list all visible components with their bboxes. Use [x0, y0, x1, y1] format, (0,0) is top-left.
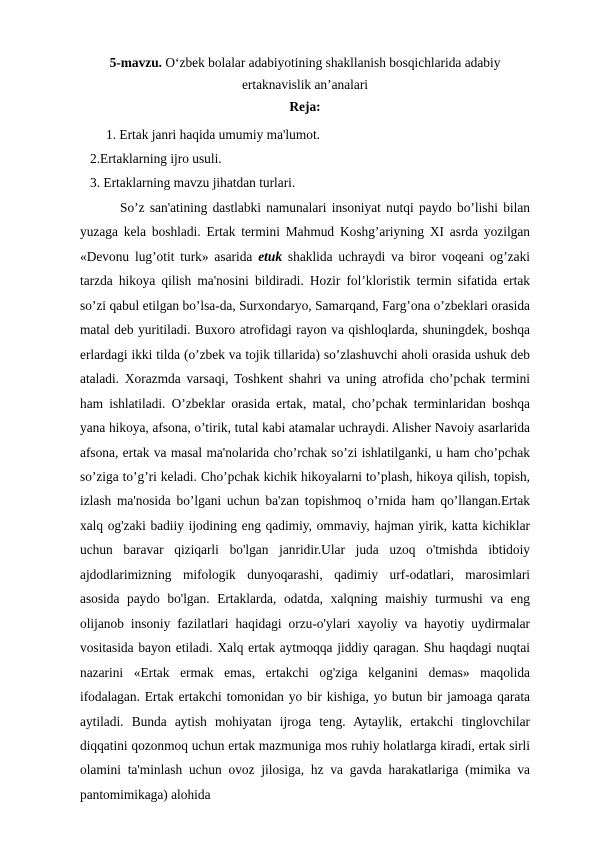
emphasized-term: etuk: [258, 248, 283, 264]
body-part-1: So’z san'atining dastlabki namunalari insoniyat nutqi paydo bo’lishi bilan yuzaga kela boshladi. Ertak termini Mahmud Koshg’ariyning XI asrda yozilgan «Devonu lug’otit turk» asarida: [80, 200, 530, 264]
lesson-title-line2: ertaknavislik an’analari: [241, 77, 369, 92]
body-text: [80, 196, 530, 807]
lesson-number: 5-mavzu.: [109, 55, 163, 70]
plan-item-3: 3. Ertaklarning mavzu jihatdan turlari.: [90, 175, 296, 190]
body-part-2: shaklida uchraydi va biror voqeani og’zaki tarzda hikoya qilish ma'nosini bildiradi. Hozir fol’kloristik termin sifatida ertak so’zi qabul etilgan bo’lsa-da, Surxondaryo, Samarqand, Farg’ona o’zbeklari orasida matal deb yuritiladi. Buxoro atrofidagi rayon va qishloqlarda, shuningdek, boshqa erlardagi ikki tilda (o’zbek va tojik tillarida) so’zlashuvchi aholi orasida ushuk deb ataladi. Xorazmda varsaqi, Toshkent shahri va uning atrofida cho’pchak termini ham ishlatiladi. O’zbeklar orasida ertak, matal, cho’pchak terminlaridan boshqa yana hikoya, afsona, o’tirik, tutal kabi atamalar uchraydi. Alisher Navoiy asarlarida afsona, ertak va masal ma'nolarida cho’rchak so’zi ishlatilganki, u ham cho’pchak so’ziga to’g’ri keladi. Cho’pchak kichik hikoyalarni to’plash, hikoya qilish, topish, izlash ma'nosida bo’lgani uchun ba'zan topishmoq o’rnida ham qo’llangan.Ertak xalq og'zaki badiiy ijodining eng qadimiy, ommaviy, hajman yirik, katta kichiklar uchun baravar qiziqarli bo'lgan janridir.Ular juda uzoq o'tmishda ibtidoiy ajdodlarimizning mifologik dunyoqarashi, qadimiy urf-odatlari, marosimlari asosida paydo bo'lgan. Ertaklarda, odatda, xalqning maishiy turmushi va eng olijanob insoniy fazilatlari haqidagi orzu-o'ylari xayoliy va hayotiy uydirmalar vositasida bayon etiladi. Xalq ertak aytmoqqa jiddiy qaragan. Shu haqdagi nuqtai nazarini «Ertak ermak emas, ertakchi og'ziga kelganini demas» maqolida ifodalagan. Ertak ertakchi tomonidan yo bir kishiga, yo butun bir jamoaga qarata aytiladi. Bunda aytish mohiyatan ijroga teng. Aytaylik, ertakchi tinglovchilar diqqatini qozonmoq uchun ertak mazmuniga mos ruhiy holatlarga kiradi, ertak sirli olamini ta'minlash uchun ovoz jilosiga, hz va gavda harakatlariga (mimika va pantomimikaga) alohida: [80, 248, 530, 802]
lesson-title: [80, 52, 530, 96]
lesson-title-text: O‘zbek bolalar adabiyotining shakllanish bosqichlarida adabiy: [162, 55, 501, 70]
body-paragraph: [80, 196, 530, 807]
plan-item-2: 2.Ertaklarning ijro usuli.: [90, 151, 222, 166]
plan-heading: Reja:: [289, 99, 321, 114]
plan-item-1: 1. Ertak janri haqida umumiy ma'lumot.: [106, 127, 321, 142]
